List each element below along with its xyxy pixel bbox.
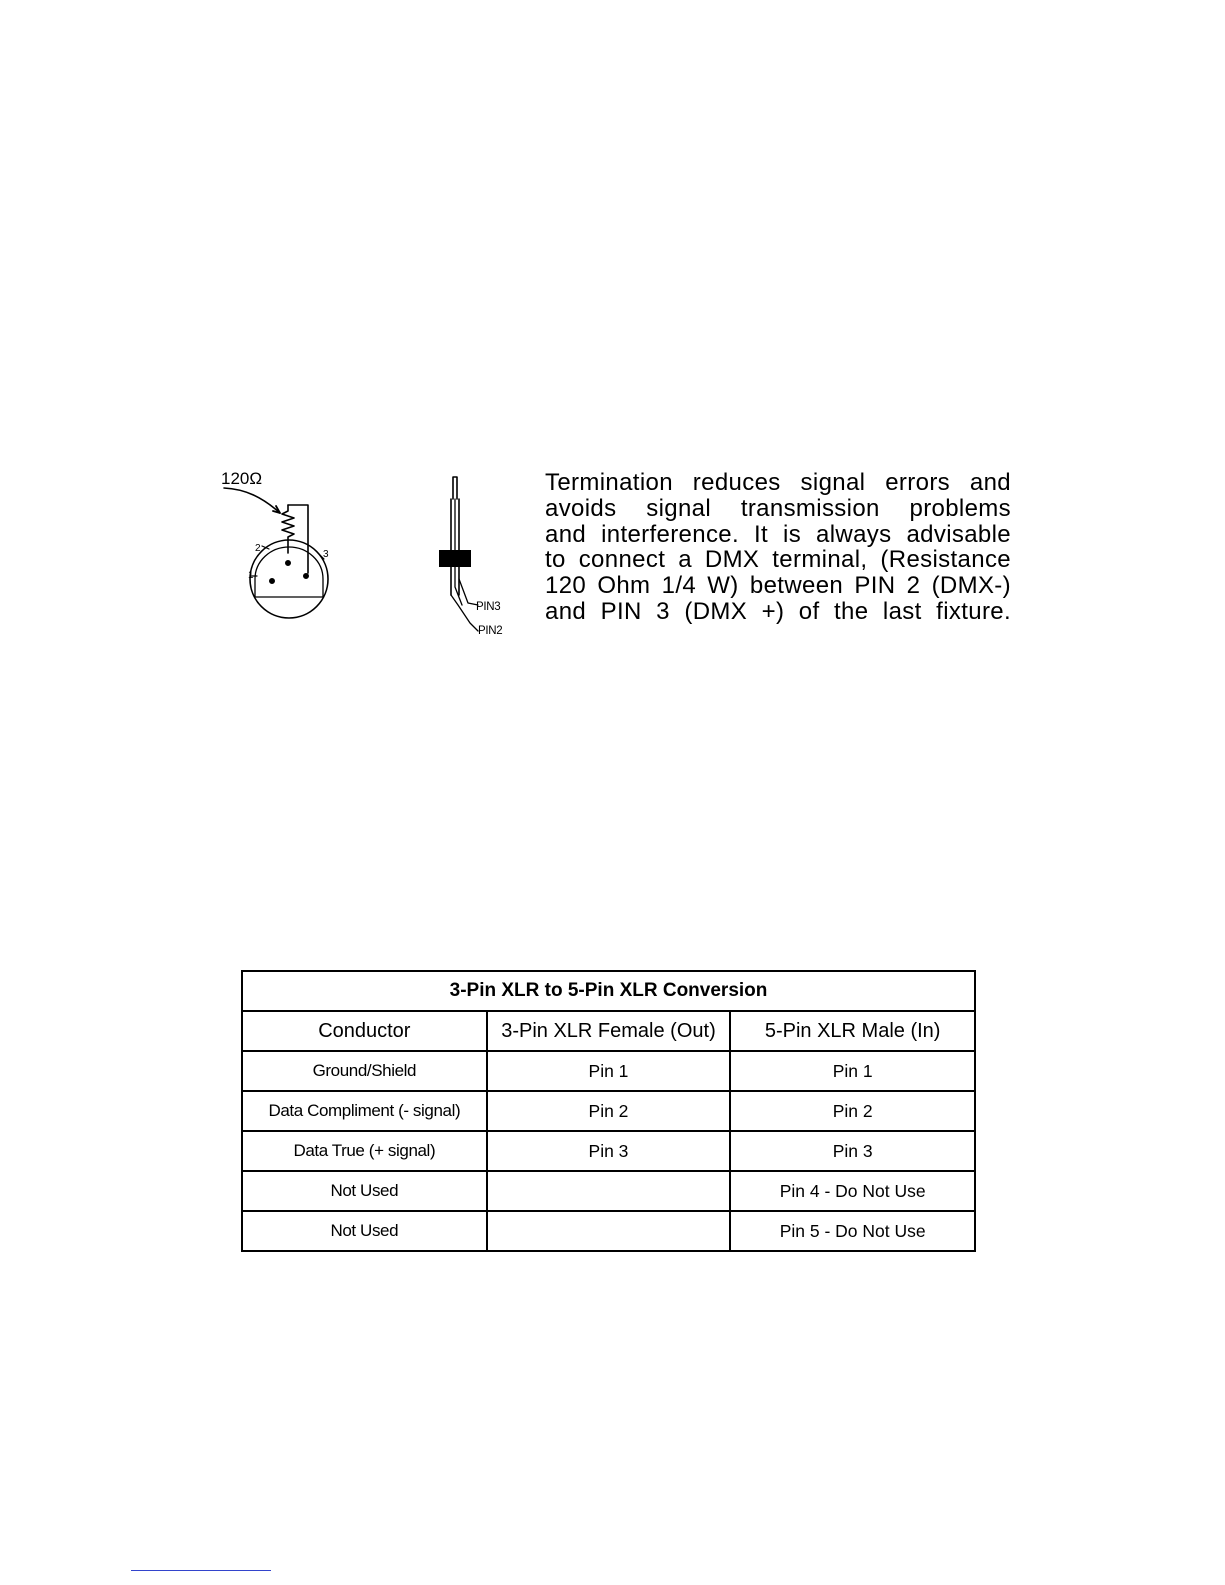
table-title-row	[242, 971, 975, 1011]
header-3pin-female: 3-Pin XLR Female (Out)	[487, 1011, 731, 1051]
cell-3pin	[487, 1171, 731, 1211]
termination-line: 120 Ohm 1/4 W) between PIN 2 (DMX-)	[545, 572, 1011, 600]
table-row	[242, 1091, 975, 1131]
termination-line: avoids signal transmission problems	[545, 494, 1011, 522]
pin3-number: 3	[323, 549, 329, 560]
cell-conductor: Not Used	[242, 1211, 487, 1251]
table-title: 3-Pin XLR to 5-Pin XLR Conversion	[242, 971, 975, 1011]
xlr-connector-inner	[255, 547, 323, 597]
pin3-label: PIN3	[476, 601, 501, 613]
termination-line: and interference. It is always advisable	[545, 520, 1011, 548]
cell-3pin: Pin 1	[487, 1051, 731, 1091]
resistor-icon	[282, 505, 294, 553]
cell-5pin: Pin 5 - Do Not Use	[730, 1211, 975, 1251]
table-row	[242, 1131, 975, 1171]
resistor-label: 120Ω	[221, 469, 263, 488]
termination-section	[200, 455, 1025, 655]
cell-3pin: Pin 3	[487, 1131, 731, 1171]
table-row	[242, 1171, 975, 1211]
pin2-label: PIN2	[478, 625, 503, 637]
cell-3pin: Pin 2	[487, 1091, 731, 1131]
cell-5pin: Pin 2	[730, 1091, 975, 1131]
cell-conductor: Data True (+ signal)	[242, 1131, 487, 1171]
cell-5pin: Pin 1	[730, 1051, 975, 1091]
pin1-dot	[270, 579, 274, 583]
terminator-tip	[453, 477, 457, 499]
cell-conductor: Not Used	[242, 1171, 487, 1211]
header-conductor: Conductor	[242, 1011, 487, 1051]
cell-5pin: Pin 4 - Do Not Use	[730, 1171, 975, 1211]
cell-3pin	[487, 1211, 731, 1251]
xlr-connector-outer	[250, 540, 328, 618]
resistor-arrow	[224, 488, 280, 513]
table-row	[242, 1211, 975, 1251]
cell-conductor: Data Compliment (- signal)	[242, 1091, 487, 1131]
dmx-termination-diagram	[200, 455, 530, 655]
xlr-conversion-table	[241, 970, 976, 1252]
termination-line: and PIN 3 (DMX +) of the last fixture.	[545, 597, 1011, 625]
termination-line: Termination reduces signal errors and	[545, 469, 1011, 496]
footnote-link-underline[interactable]	[131, 1570, 271, 1571]
cell-conductor: Ground/Shield	[242, 1051, 487, 1091]
cell-5pin: Pin 3	[730, 1131, 975, 1171]
terminator-band	[439, 550, 471, 567]
resistor-wire	[288, 505, 308, 573]
pin3-dot	[304, 574, 308, 578]
termination-paragraph	[545, 470, 1011, 625]
header-5pin-male: 5-Pin XLR Male (In)	[730, 1011, 975, 1051]
pin2-dot	[286, 561, 290, 565]
pin2-number: 2	[255, 543, 261, 554]
pin1-number: 1	[248, 570, 254, 581]
table-row	[242, 1051, 975, 1091]
termination-line: to connect a DMX terminal, (Resistance	[545, 546, 1011, 574]
table-header-row	[242, 1011, 975, 1051]
